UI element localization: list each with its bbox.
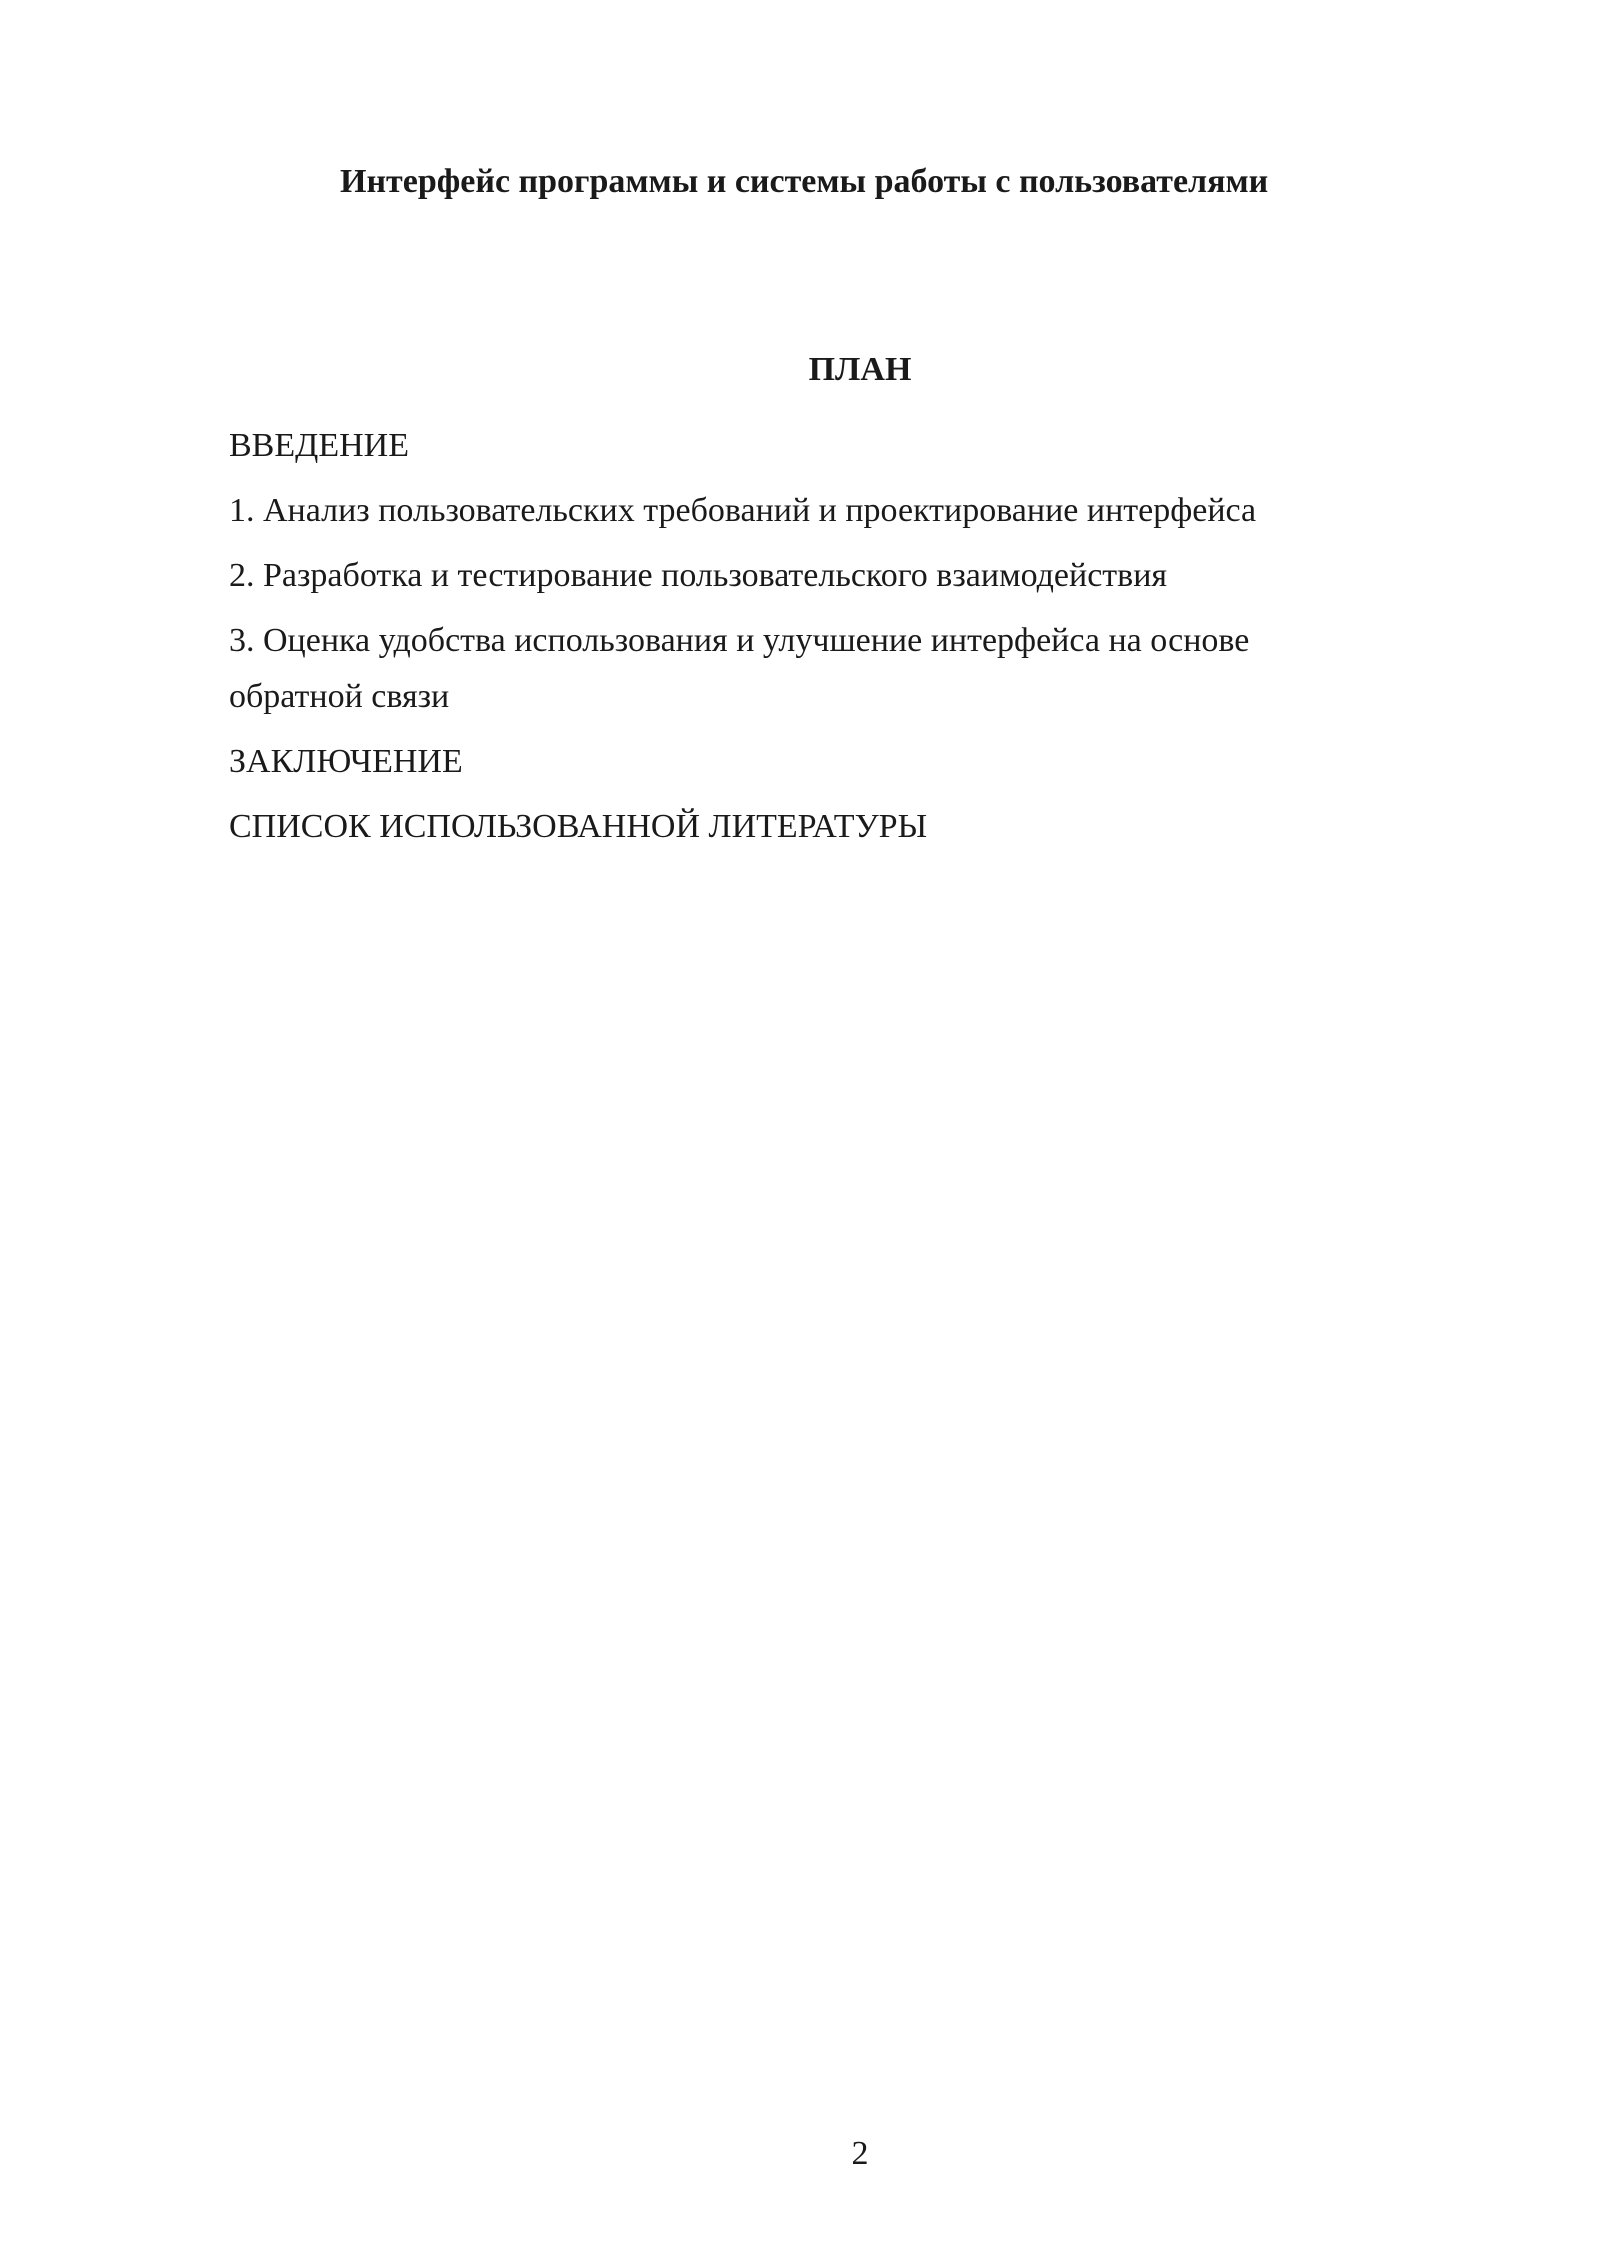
table-of-contents bbox=[229, 418, 1389, 864]
page-number: 2 bbox=[851, 2135, 869, 2172]
toc-item-chapter-1: 1. Анализ пользовательских требований и проектирование интерфейса bbox=[229, 492, 1257, 529]
toc-item-conclusion: ЗАКЛЮЧЕНИЕ bbox=[229, 743, 463, 780]
toc-item-chapter-3: 3. Оценка удобства использования и улучшение интерфейса на основе обратной связи bbox=[229, 622, 1250, 715]
toc-item-introduction: ВВЕДЕНИЕ bbox=[229, 427, 409, 464]
document-title: Интерфейс программы и системы работы с пользователями bbox=[340, 163, 1269, 200]
plan-heading: ПЛАН bbox=[808, 351, 912, 388]
toc-item-references: СПИСОК ИСПОЛЬЗОВАННОЙ ЛИТЕРАТУРЫ bbox=[229, 808, 928, 845]
toc-item-chapter-2: 2. Разработка и тестирование пользовательского взаимодействия bbox=[229, 557, 1168, 594]
